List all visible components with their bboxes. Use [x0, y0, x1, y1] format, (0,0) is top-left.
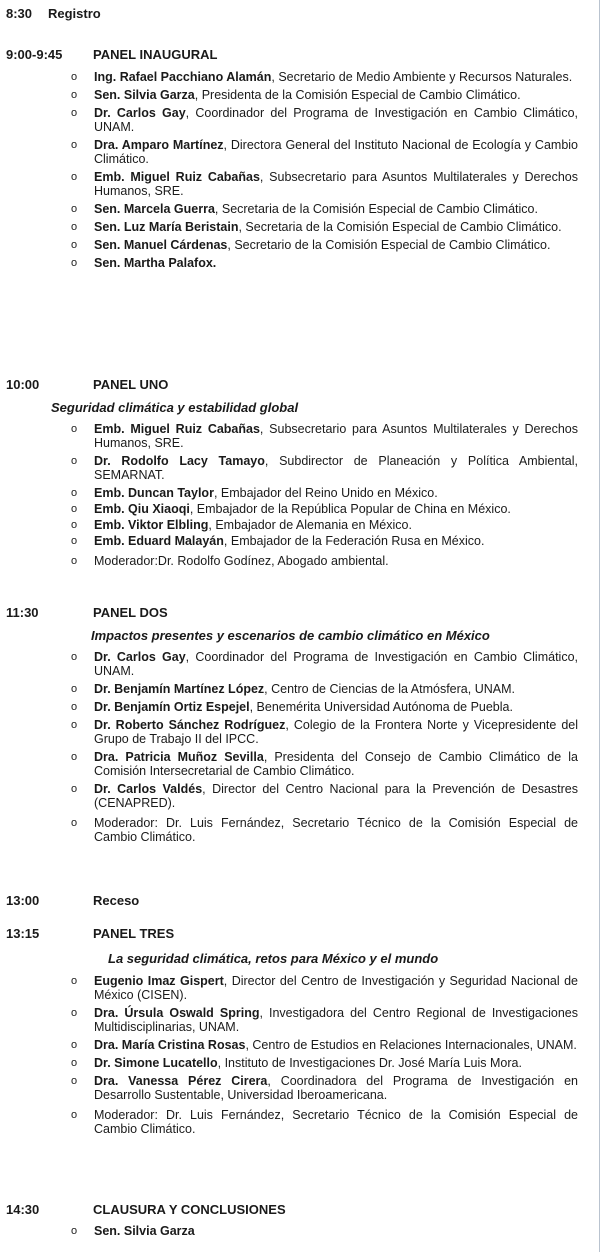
section-subtitle: Impactos presentes y escenarios de cambio climático en México — [91, 628, 490, 643]
section-title: Receso — [93, 893, 140, 908]
participant-item: o Dr. Benjamín Martínez López, Centro de Ciencias de la Atmósfera, UNAM. — [71, 682, 515, 696]
participant-item: o Sen. Manuel Cárdenas, Secretario de la Comisión Especial de Cambio Climático. — [71, 238, 551, 252]
bullet-icon: o — [71, 751, 78, 763]
participant-item: o Dr. Rodolfo Lacy Tamayo, Subdirector de Planeación y Política Ambiental, SEMARNAT. — [71, 454, 578, 482]
bullet-icon: o — [71, 203, 78, 215]
section-clausura — [0, 1202, 590, 1242]
section-panel-uno — [0, 377, 590, 572]
participant-item: o Emb. Qiu Xiaoqi, Embajador de la República Popular de China en México. — [71, 502, 511, 516]
bullet-icon: o — [71, 519, 78, 531]
bullet-icon: o — [71, 1109, 78, 1121]
participant-item: o Emb. Duncan Taylor, Embajador del Reino Unido en México. — [71, 486, 438, 500]
bullet-icon: o — [71, 1039, 78, 1051]
section-receso — [0, 893, 590, 911]
bullet-icon: o — [71, 89, 78, 101]
bullet-icon: o — [71, 1007, 78, 1019]
bullet-icon: o — [71, 423, 78, 435]
bullet-icon: o — [71, 257, 78, 269]
participant-item: o Eugenio Imaz Gispert, Director del Centro de Investigación y Seguridad Nacional de México (CISEN). — [71, 974, 578, 1002]
participant-item: o Emb. Viktor Elbling, Embajador de Alemania en México. — [71, 518, 412, 532]
bullet-icon: o — [71, 1225, 78, 1237]
section-title: PANEL DOS — [93, 605, 168, 620]
bullet-icon: o — [71, 683, 78, 695]
section-title: CLAUSURA Y CONCLUSIONES — [93, 1202, 286, 1217]
participant-item: o Sen. Luz María Beristain, Secretaria de la Comisión Especial de Cambio Climático. — [71, 220, 562, 234]
participant-item: o Dra. Amparo Martínez, Directora General del Instituto Nacional de Ecología y Cambio Climático. — [71, 138, 578, 166]
bullet-icon: o — [71, 239, 78, 251]
participant-item: o Dr. Roberto Sánchez Rodríguez, Colegio de la Frontera Norte y Vicepresidente del Grupo de Trabajo II del IPCC. — [71, 718, 578, 746]
participant-item: o Dra. Úrsula Oswald Spring, Investigadora del Centro Regional de Investigaciones Multidisciplinarias, UNAM. — [71, 1006, 578, 1034]
section-time: 10:00 — [6, 377, 40, 392]
bullet-icon: o — [71, 487, 78, 499]
section-registro — [0, 6, 590, 24]
participant-item: o Dr. Carlos Gay, Coordinador del Programa de Investigación en Cambio Climático, UNAM. — [71, 650, 578, 678]
section-title: PANEL INAUGURAL — [93, 47, 218, 62]
bullet-icon: o — [71, 817, 78, 829]
bullet-icon: o — [71, 1057, 78, 1069]
participant-item: o Emb. Eduard Malayán, Embajador de la Federación Rusa en México. — [71, 534, 485, 548]
bullet-icon: o — [71, 455, 78, 467]
section-panel-inaugural — [0, 47, 590, 274]
bullet-icon: o — [71, 555, 78, 567]
bullet-icon: o — [71, 701, 78, 713]
participant-item: o Dr. Benjamín Ortiz Espejel, Benemérita Universidad Autónoma de Puebla. — [71, 700, 513, 714]
bullet-icon: o — [71, 171, 78, 183]
section-title: PANEL TRES — [93, 926, 175, 941]
participant-item: o Dr. Carlos Valdés, Director del Centro Nacional para la Prevención de Desastres (CENAPRED). — [71, 782, 578, 810]
bullet-icon: o — [71, 719, 78, 731]
bullet-icon: o — [71, 221, 78, 233]
participant-item: o Dra. María Cristina Rosas, Centro de Estudios en Relaciones Internacionales, UNAM. — [71, 1038, 577, 1052]
section-title: PANEL UNO — [93, 377, 169, 392]
bullet-icon: o — [71, 535, 78, 547]
section-time: 14:30 — [6, 1202, 40, 1217]
participant-item: o Sen. Martha Palafox. — [71, 256, 217, 270]
moderator-item: o Moderador: Dr. Luis Fernández, Secretario Técnico de la Comisión Especial de Cambio Climático. — [71, 1108, 578, 1136]
bullet-icon: o — [71, 783, 78, 795]
section-panel-tres — [0, 926, 590, 1140]
bullet-icon: o — [71, 107, 78, 119]
participant-item: o Emb. Miguel Ruiz Cabañas, Subsecretario para Asuntos Multilaterales y Derechos Humanos, SRE. — [71, 422, 578, 450]
participant-item: o Emb. Miguel Ruiz Cabañas, Subsecretario para Asuntos Multilaterales y Derechos Humanos, SRE. — [71, 170, 578, 198]
section-title: Registro — [48, 6, 101, 21]
participant-item: o Dr. Carlos Gay, Coordinador del Programa de Investigación en Cambio Climático, UNAM. — [71, 106, 578, 134]
bullet-icon: o — [71, 71, 78, 83]
section-time: 8:30 — [6, 6, 33, 21]
section-time: 9:00-9:45 — [6, 47, 63, 62]
participant-item: o Sen. Silvia Garza, Presidenta de la Comisión Especial de Cambio Climático. — [71, 88, 521, 102]
bullet-icon: o — [71, 139, 78, 151]
participant-item: o Sen. Silvia Garza — [71, 1224, 195, 1238]
section-subtitle: Seguridad climática y estabilidad global — [51, 400, 299, 415]
section-time: 11:30 — [6, 605, 39, 620]
section-panel-dos — [0, 605, 590, 848]
bullet-icon: o — [71, 975, 78, 987]
participant-item: o Sen. Marcela Guerra, Secretaria de la Comisión Especial de Cambio Climático. — [71, 202, 538, 216]
section-time: 13:00 — [6, 893, 40, 908]
participant-item: o Ing. Rafael Pacchiano Alamán, Secretario de Medio Ambiente y Recursos Naturales. — [71, 70, 573, 84]
section-time: 13:15 — [6, 926, 40, 941]
bullet-icon: o — [71, 651, 78, 663]
moderator-item: o Moderador:Dr. Rodolfo Godínez, Abogado ambiental. — [71, 554, 389, 568]
bullet-icon: o — [71, 503, 78, 515]
participant-item: o Dra. Vanessa Pérez Cirera, Coordinadora del Programa de Investigación en Desarrollo Sustentable, Universidad Iberoamericana. — [71, 1074, 578, 1102]
section-subtitle: La seguridad climática, retos para México y el mundo — [108, 951, 439, 966]
moderator-item: o Moderador: Dr. Luis Fernández, Secretario Técnico de la Comisión Especial de Cambio Climático. — [71, 816, 578, 844]
participant-item: o Dra. Patricia Muñoz Sevilla, Presidenta del Consejo de Cambio Climático de la Comisión Intersecretarial de Cambio Climático. — [71, 750, 578, 778]
bullet-icon: o — [71, 1075, 78, 1087]
participant-item: o Dr. Simone Lucatello, Instituto de Investigaciones Dr. José María Luis Mora. — [71, 1056, 522, 1070]
